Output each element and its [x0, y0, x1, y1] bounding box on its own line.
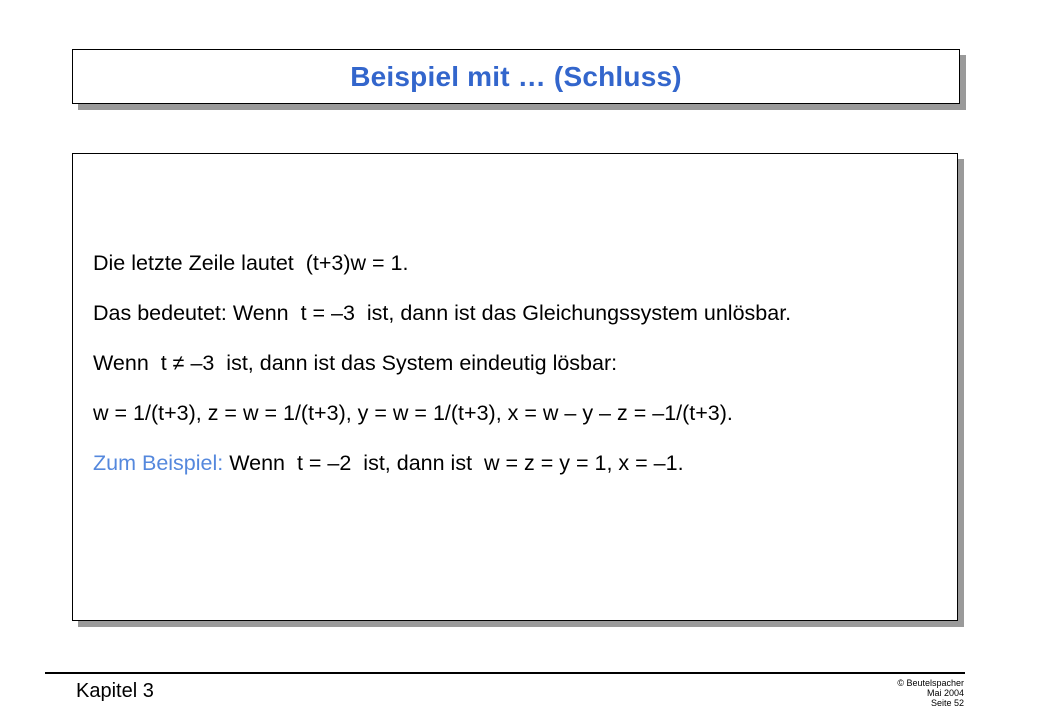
text-line-5	[93, 444, 937, 482]
chapter-label: Kapitel 3	[76, 680, 154, 702]
copyright-text: © Beutelspacher	[897, 678, 964, 688]
text-line-2: Das bedeutet: Wenn t = –3 ist, dann ist das Gleichungssystem unlösbar.	[93, 301, 792, 325]
text-line-3: Wenn t ≠ –3 ist, dann ist das System eindeutig lösbar:	[93, 351, 618, 375]
slide-title: Beispiel mit … (Schluss)	[350, 60, 682, 92]
footer-divider	[45, 672, 965, 674]
content-box	[72, 153, 958, 621]
example-text: Wenn t = –2 ist, dann ist w = z = y = 1, x = –1.	[229, 451, 684, 475]
date-text: Mai 2004	[926, 688, 964, 698]
text-line-1: Die letzte Zeile lautet (t+3)w = 1.	[93, 251, 409, 275]
text-line-4: w = 1/(t+3), z = w = 1/(t+3), y = w = 1/(t+3), x = w – y – z = –1/(t+3).	[93, 401, 733, 425]
example-label: Zum Beispiel:	[93, 451, 224, 475]
title-box	[72, 49, 960, 104]
footer-meta	[897, 678, 964, 708]
page-number: Seite 52	[930, 698, 964, 708]
